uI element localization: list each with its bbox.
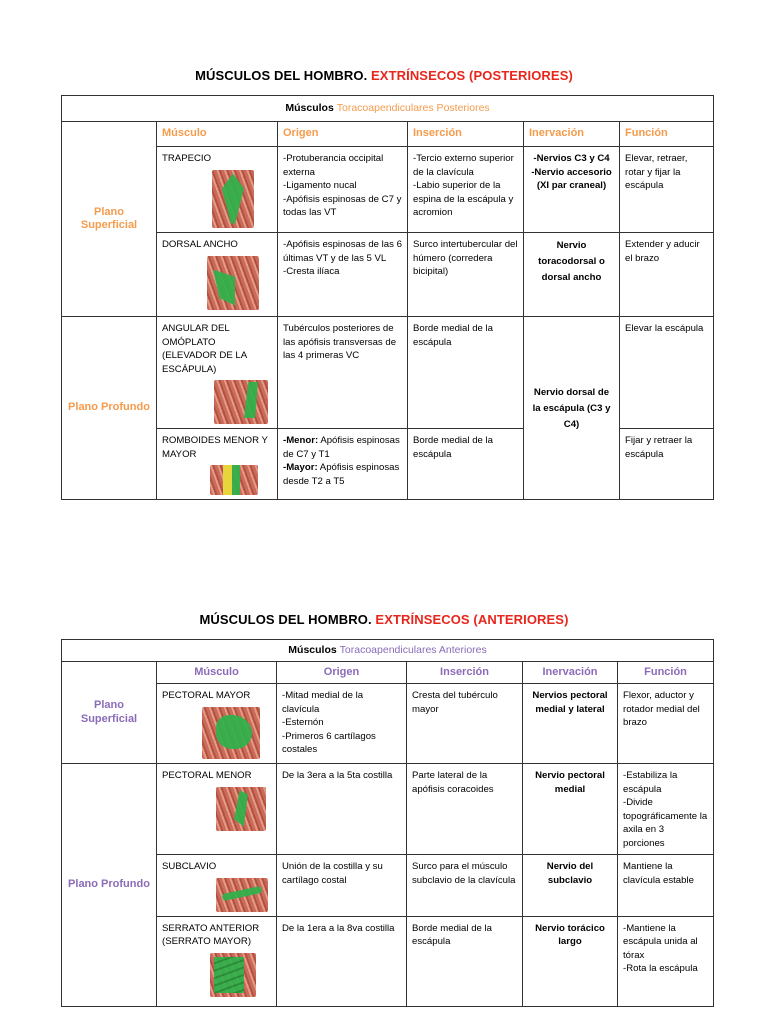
section1-title	[0, 68, 768, 83]
header-insercion: Inserción	[407, 662, 523, 684]
anterior-muscles-table	[61, 639, 714, 1007]
header-funcion: Función	[618, 662, 714, 684]
origin-cell	[278, 429, 408, 500]
table-row	[62, 764, 714, 855]
insertion-cell: Surco intertubercular del húmero (corredera bicipital)	[408, 233, 524, 317]
origin-cell: -Apófisis espinosas de las 6 últimas VT y de las 5 VL -Cresta ilíaca	[278, 233, 408, 317]
latissimus-dorsi-illustration-icon	[207, 256, 259, 310]
muscle-cell	[157, 429, 278, 500]
insertion-cell: Cresta del tubérculo mayor	[407, 684, 523, 764]
muscle-cell	[157, 147, 278, 233]
origin-cell: Unión de la costilla y su cartílago costal	[277, 855, 407, 917]
muscle-name: PECTORAL MAYOR	[162, 690, 251, 701]
origin-mayor-label: -Mayor:	[283, 462, 318, 473]
innervation-cell: Nervio torácico largo	[523, 916, 618, 1006]
innervation-cell: Nervio del subclavio	[523, 855, 618, 917]
function-cell: Mantiene la clavícula estable	[618, 855, 714, 917]
table-row	[62, 916, 714, 1006]
muscle-name: SERRATO ANTERIOR (SERRATO MAYOR)	[162, 922, 260, 947]
muscle-name: PECTORAL MENOR	[162, 770, 252, 781]
muscle-name: ROMBOIDES MENOR Y MAYOR	[162, 435, 268, 460]
innervation-cell: Nervio toracodorsal o dorsal ancho	[524, 233, 620, 317]
function-cell: Elevar, retraer, rotar y fijar la escápula	[620, 147, 714, 233]
posterior-muscles-table	[61, 95, 714, 500]
table-row	[62, 317, 714, 429]
origin-mayor-text: Apófisis espinosas desde T2 a T5	[283, 462, 400, 487]
muscle-cell	[157, 916, 277, 1006]
function-cell: Flexor, aductor y rotador medial del brazo	[618, 684, 714, 764]
insertion-cell: Borde medial de la escápula	[408, 317, 524, 429]
origin-cell: Tubérculos posteriores de las apófisis transversas de las 4 primeras VC	[278, 317, 408, 429]
origin-cell: De la 3era a la 5ta costilla	[277, 764, 407, 855]
muscle-cell	[157, 764, 277, 855]
muscle-name: DORSAL ANCHO	[162, 239, 238, 250]
insertion-cell: Borde medial de la escápula	[408, 429, 524, 500]
pectoralis-minor-illustration-icon	[216, 787, 266, 831]
section1-title-highlight: EXTRÍNSECOS (POSTERIORES)	[371, 68, 573, 83]
insertion-cell: Borde medial de la escápula	[407, 916, 523, 1006]
section2-table-caption	[62, 640, 714, 662]
insertion-cell: -Tercio externo superior de la clavícula -Labio superior de la espina de la escápula y acromion	[408, 147, 524, 233]
muscle-cell	[157, 684, 277, 764]
pectoralis-major-illustration-icon	[202, 707, 260, 759]
trapezius-illustration-icon	[212, 170, 254, 228]
innervation-cell: Nervio pectoral medial	[523, 764, 618, 855]
section2-title	[0, 612, 768, 627]
muscle-name: ANGULAR DEL OMÓPLATO (ELEVADOR DE LA ESCÁPULA)	[162, 323, 247, 375]
caption-highlight: Toracoapendiculares Anteriores	[339, 643, 487, 656]
function-cell: Extender y aducir el brazo	[620, 233, 714, 317]
section1-table-caption	[62, 96, 714, 122]
origin-cell: -Protuberancia occipital externa -Ligamento nucal -Apófisis espinosas de C7 y todas las VT	[278, 147, 408, 233]
insertion-cell: Parte lateral de la apófisis coracoides	[407, 764, 523, 855]
header-inervacion: Inervación	[524, 122, 620, 147]
caption-highlight: Toracoapendiculares Posteriores	[336, 101, 490, 114]
table-row	[62, 147, 714, 233]
muscle-cell	[157, 233, 278, 317]
origin-menor-label: -Menor:	[283, 435, 319, 446]
origin-cell: -Mitad medial de la clavícula -Esternón -Primeros 6 cartílagos costales	[277, 684, 407, 764]
header-musculo: Músculo	[157, 662, 277, 684]
header-origen: Origen	[277, 662, 407, 684]
plane-superficial-label: Plano Superficial	[62, 662, 157, 764]
caption-prefix: Músculos	[288, 643, 337, 656]
subclavius-illustration-icon	[216, 878, 268, 912]
innervation-cell: Nervios pectoral medial y lateral	[523, 684, 618, 764]
plane-profundo-label: Plano Profundo	[62, 764, 157, 1007]
serratus-anterior-illustration-icon	[210, 953, 256, 997]
header-funcion: Función	[620, 122, 714, 147]
muscle-name: SUBCLAVIO	[162, 861, 217, 872]
insertion-cell: Surco para el músculo subclavio de la clavícula	[407, 855, 523, 917]
section2-title-highlight: EXTRÍNSECOS (ANTERIORES)	[375, 612, 569, 627]
function-cell: -Mantiene la escápula unida al tórax -Rota la escápula	[618, 916, 714, 1006]
plane-profundo-label: Plano Profundo	[62, 317, 157, 500]
origin-menor-text: Apófisis espinosas de C7 y T1	[283, 435, 400, 460]
muscle-name: TRAPECIO	[162, 153, 212, 164]
muscle-cell	[157, 855, 277, 917]
section2-title-prefix: MÚSCULOS DEL HOMBRO.	[199, 612, 372, 627]
muscle-cell	[157, 317, 278, 429]
header-inervacion: Inervación	[523, 662, 618, 684]
function-cell: -Estabiliza la escápula -Divide topográficamente la axila en 3 porciones	[618, 764, 714, 855]
header-origen: Origen	[278, 122, 408, 147]
section1-title-prefix: MÚSCULOS DEL HOMBRO.	[195, 68, 368, 83]
rhomboids-illustration-icon	[210, 465, 258, 495]
function-cell: Fijar y retraer la escápula	[620, 429, 714, 500]
origin-cell: De la 1era a la 8va costilla	[277, 916, 407, 1006]
table-row	[62, 684, 714, 764]
header-insercion: Inserción	[408, 122, 524, 147]
innervation-cell-shared: Nervio dorsal de la escápula (C3 y C4)	[524, 317, 620, 500]
table-row	[62, 233, 714, 317]
levator-scapulae-illustration-icon	[214, 380, 268, 424]
plane-superficial-label: Plano Superficial	[62, 122, 157, 317]
caption-prefix: Músculos	[285, 101, 334, 114]
header-musculo: Músculo	[157, 122, 278, 147]
table-row	[62, 855, 714, 917]
function-cell: Elevar la escápula	[620, 317, 714, 429]
innervation-cell: -Nervios C3 y C4 -Nervio accesorio (XI par craneal)	[524, 147, 620, 233]
